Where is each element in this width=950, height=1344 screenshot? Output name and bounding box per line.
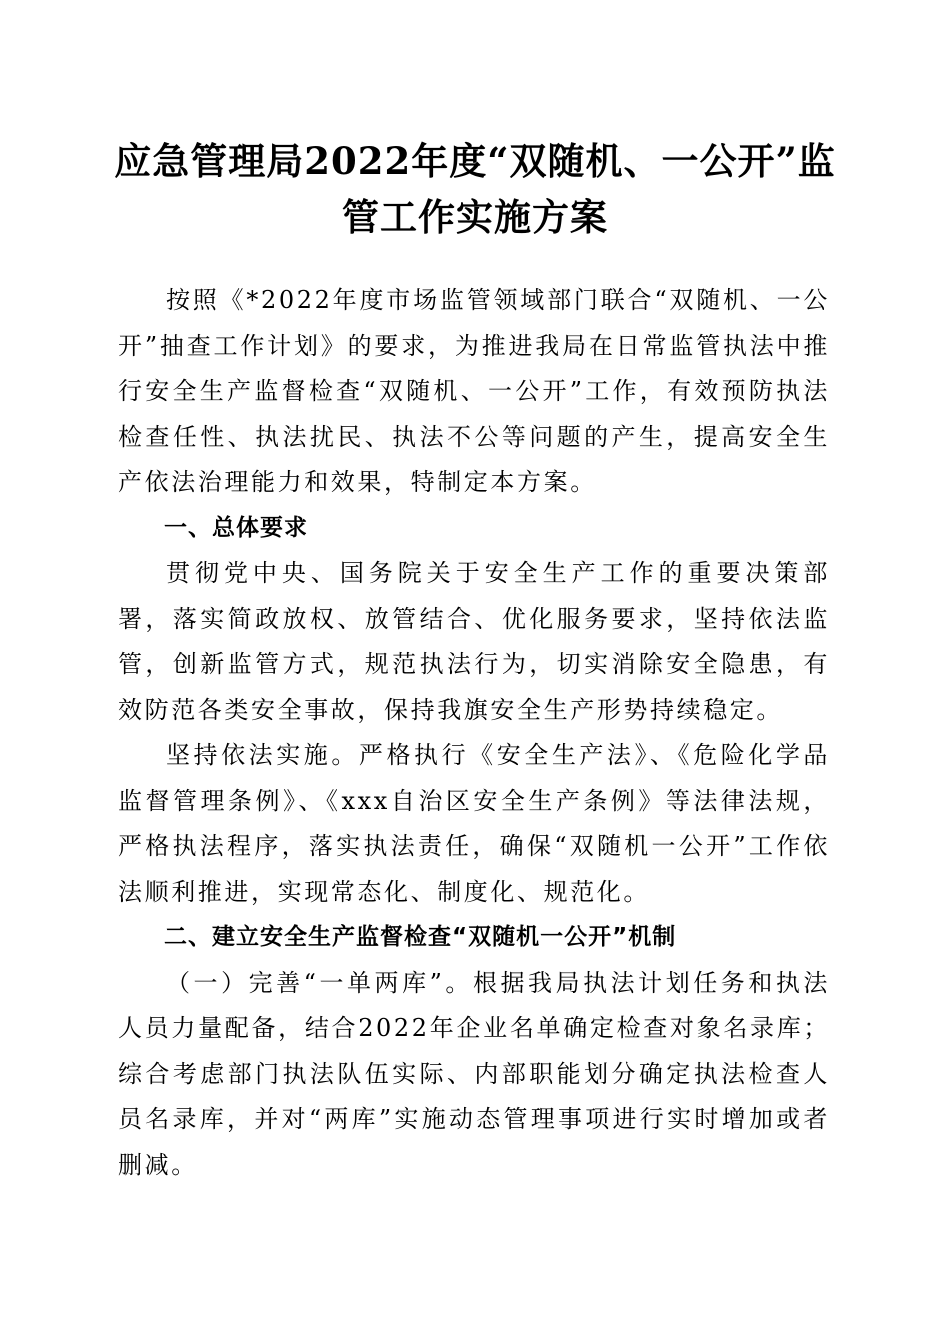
section-2-paragraph-1: （一）完善“一单两库”。根据我局执法计划任务和执法人员力量配备，结合2022年企业名单确定检查对象名录库；综合考虑部门执法队伍实际、内部职能划分确定执法检查人员名录库，并对“两库”实施动态管理事项进行实时增加或者删减。 bbox=[118, 968, 830, 1179]
section-1-paragraph-1: 贯彻党中央、国务院关于安全生产工作的重要决策部署，落实简政放权、放管结合、优化服务要求，坚持依法监管，创新监管方式，规范执法行为，切实消除安全隐患，有效防范各类安全事故，保持我旗安全生产形势持续稳定。 bbox=[118, 559, 830, 724]
intro-paragraph: 按照《*2022年度市场监管领域部门联合“双随机、一公开”抽查工作计划》的要求，为推进我局在日常监管执法中推行安全生产监督检查“双随机、一公开”工作，有效预防执法检查任性、执法扰民、执法不公等问题的产生，提高安全生产依法治理能力和效果，特制定本方案。 bbox=[118, 286, 830, 496]
section-1-paragraph-2: 坚持依法实施。严格执行《安全生产法》、《危险化学品监督管理条例》、《xxx自治区安全生产条例》等法律法规，严格执法程序，落实执法责任，确保“双随机一公开”工作依法顺利推进，实现常态化、制度化、规范化。 bbox=[118, 741, 830, 906]
document-title-line-1: 应急管理局2022年度“双随机、一公开”监 bbox=[114, 139, 836, 183]
section-1-heading: 一、总体要求 bbox=[164, 514, 308, 541]
document-body bbox=[118, 278, 830, 1188]
document-title bbox=[110, 133, 840, 245]
document-title-line-2: 管工作实施方案 bbox=[342, 195, 608, 239]
section-2-heading: 二、建立安全生产监督检查“双随机一公开”机制 bbox=[164, 924, 677, 950]
